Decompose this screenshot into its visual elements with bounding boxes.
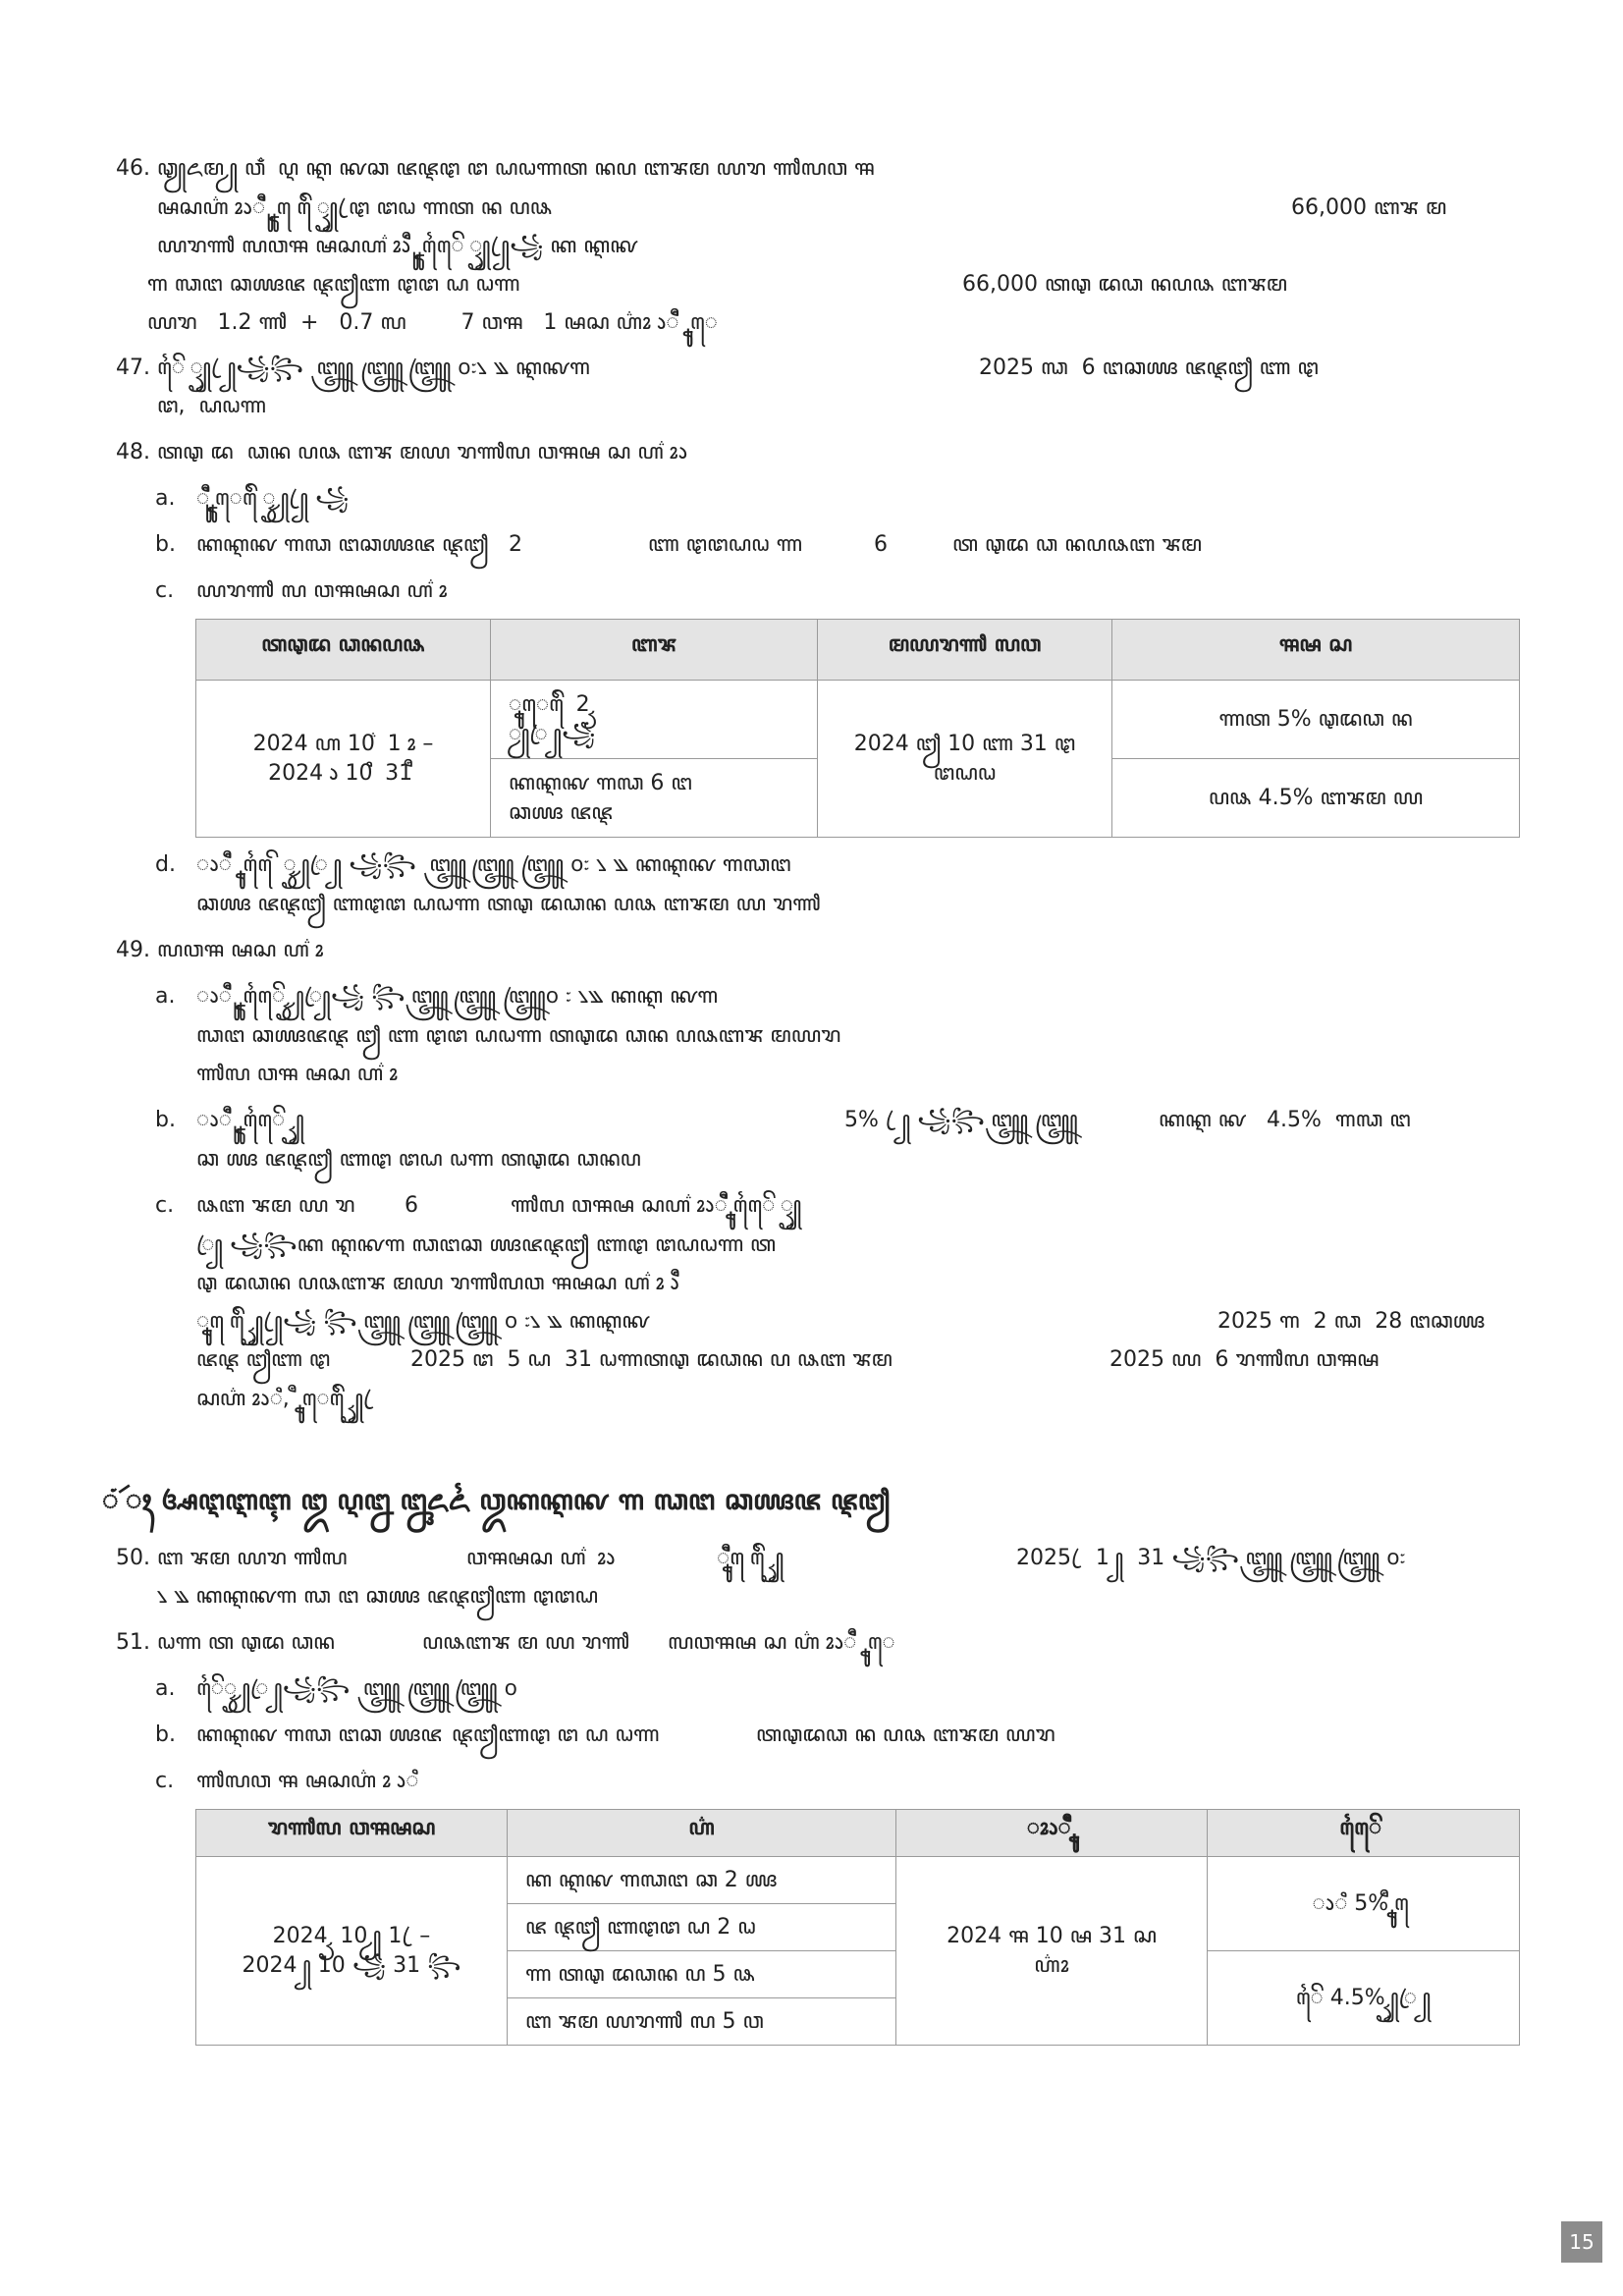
item-49-b-rate-2: ꦏꦐ ꦑ 4.5% ꦒꦓ ꦔ xyxy=(1159,1108,1411,1132)
item-49-c-line-3: ꦡ ꦢꦣꦤ ꦥꦦꦧꦨ ꦩꦪ ꦫꦬꦭꦮ ꦯꦰꦱ ꦲ ꦳ꦴ ꦵ ꦶꦷ xyxy=(196,1271,685,1295)
item-50-number: 50. xyxy=(116,1546,150,1570)
table-2-discount-cell: ꦵꦶ 5% ꦷꦸꦹ ꦺ xyxy=(1208,1857,1520,1951)
item-51-b-text-2: ꦘꦙꦚꦛ ꦜ ꦝ ꦞꦟ xyxy=(452,1722,660,1747)
table-2-item-cell: ꦏ ꦐꦑ ꦒꦓꦔ ꦕ 2 ꦖ xyxy=(508,1857,896,1904)
item-46-amount-2: 66,000 ꦠꦡ ꦢꦣ ꦤꦥꦦ ꦧꦨꦩ xyxy=(962,272,1288,297)
item-51-c-text: ꦬꦭꦮ ꦯ ꦰꦱꦲ꦳ ꦴ ꦵꦶ xyxy=(196,1769,419,1793)
item-49-a-line-1: ꦵꦶ ꦷꦸ ꦹꦺꦻꦼ ꦽ ꦾꦿ꧀꧁ ꧂꧃꧄ ꧅꧆ ꧇ ꧈꧉ ꦏꦐ ꦑꦒ xyxy=(196,984,719,1009)
item-49-c-date-2: 2025 ꦜ 5 ꦝ 31 ꦞꦟꦠꦡ ꦢꦣꦤ ꦥ ꦦꦧ ꦨꦩ xyxy=(410,1347,893,1372)
table-2-header-item: ꦲ꦳ xyxy=(508,1810,896,1857)
item-49-c-line-2: ꦿ꧀ ꧁꧂ꦏ ꦐꦑꦒ ꦓꦔꦕ ꦖꦗꦘꦙ ꦚꦛ ꦜꦝꦞꦟ ꦠ xyxy=(196,1232,777,1257)
table-2-header-date: ꦴꦵꦶꦷ ꦸꦹ xyxy=(896,1810,1208,1857)
item-50-line-1b: ꦮꦯꦰꦱ ꦲ ꦳ ꦴꦵ xyxy=(466,1546,616,1570)
item-48-c-text: ꦪꦫꦬ ꦭ ꦮꦯꦰꦱ ꦲ ꦳ꦴ xyxy=(196,578,448,603)
item-49-b-label: b. xyxy=(155,1108,176,1132)
section-heading: ꦁ ꦂꦃ ꦄꦅꦆꦇ ꦈ ꦉꦊ ꦋꦌꦍ ꦎꦏꦐꦑ ꦒ ꦓꦔ ꦕꦖꦗ ꦘꦙ xyxy=(102,1484,891,1516)
table-1-header-item: ꦧꦨ xyxy=(491,620,818,681)
item-49-c-line-6: ꦱꦲ꦳ ꦴꦵꦶ, ꦷꦸꦹꦺ ꦻꦼ ꦽꦾ ꦿ xyxy=(196,1387,374,1411)
item-51-number: 51. xyxy=(116,1630,150,1655)
item-49-a-line-3: ꦬꦭ ꦮꦯ ꦰꦱ ꦲ ꦳ꦴ xyxy=(196,1062,398,1086)
item-49-line-1: ꦭꦮꦯ ꦰꦱ ꦲ ꦳ꦴ xyxy=(157,938,324,962)
item-51-line-1a: ꦞꦟ ꦠ ꦡꦢ ꦣꦤ xyxy=(157,1630,335,1655)
item-49-a-label: a. xyxy=(155,984,176,1009)
item-49-b-line-2: ꦕ ꦖ ꦗꦘꦙ ꦚꦛ ꦜꦝ ꦞꦟ ꦠꦡꦢ ꦣꦤꦥ xyxy=(196,1147,641,1172)
item-49-c-line-1a: ꦦꦧ ꦨꦩ ꦪ ꦫ xyxy=(196,1193,355,1218)
item-49-c-line-4: ꦸꦹ ꦺ ꦻꦼ ꦽꦾ ꦿ꧀꧁ ꧂꧃ ꧄꧅ ꧆ ꧇꧈ ꧉ ꦏꦐꦑ xyxy=(196,1309,650,1334)
item-48-b-text-3: ꦠ ꦡꦢ ꦣ ꦤꦥꦦꦧ ꦨꦩ xyxy=(952,532,1203,557)
item-50-date: 2025 ꦿ 1 ꧀ 31 ꧁꧂꧃ ꧄꧅ ꧆꧇ xyxy=(1016,1546,1406,1570)
item-51-a-text: ꦻꦼꦽ ꦾꦿ ꧀꧁꧂ ꧃ ꧄꧅ ꧆ xyxy=(196,1676,517,1701)
item-48-b-text-1: ꦏꦐꦑ ꦒꦓ ꦔꦕꦖꦗ ꦘꦙ xyxy=(196,532,489,557)
item-48-b-label: b. xyxy=(155,532,176,557)
item-48-d-line-1: ꦵꦶ ꦷ ꦸꦹ ꦺꦻ ꦼꦽ ꦾꦿ ꧀ ꧁꧂ ꧃꧄ ꧅ ꧆꧇ ꧈ ꧉ ꦏꦐꦑ ꦒꦓꦔ xyxy=(196,852,791,877)
item-46-line-3: ꦪꦫꦬ ꦭꦮꦯ ꦰꦱꦲ ꦳ꦴꦵ ꦶꦷꦸ ꦹꦺꦻ ꦼꦽꦾ ꦿ꧀꧁ ꦏ ꦐꦑ xyxy=(157,234,638,258)
item-51-c-label: c. xyxy=(155,1769,175,1793)
item-49-c-value: 6 xyxy=(405,1193,418,1218)
item-51-line-1b: ꦥꦦꦧꦨ ꦩ ꦪ ꦫꦬ xyxy=(422,1630,629,1655)
table-1-item-cell: ꦸꦹꦺ ꦻꦼ 2 ꦽ ꦾꦿ ꧀꧁ xyxy=(491,681,818,759)
table-1-discount-cell: ꦟꦠ 5% ꦡꦢꦣ ꦤ xyxy=(1112,681,1520,759)
table-1-date-cell: 2024 ꦙ 10 ꦚ 31 ꦛ ꦜꦝꦞ xyxy=(818,681,1112,838)
table-1-item-cell: ꦏꦐꦑ ꦒꦓ 6 ꦔ ꦕꦖ ꦗꦘ xyxy=(491,759,818,838)
item-49-a-line-2: ꦓꦔ ꦕꦖꦗꦘ ꦙ ꦚ ꦛꦜ ꦝꦞꦟ ꦠꦡꦢ ꦣꦤ ꦥꦦꦧꦨ ꦩꦪꦫ xyxy=(196,1023,841,1048)
item-51-line-1c: ꦭꦮꦯꦰ ꦱ ꦲ꦳ ꦴꦵꦶ ꦷ ꦸꦹꦺ xyxy=(668,1630,895,1655)
item-49-c-date-1: 2025 ꦒ 2 ꦓ 28 ꦔꦕꦖ xyxy=(1217,1309,1486,1334)
table-1-header-period: ꦠꦡꦢ ꦣꦤꦥꦦ xyxy=(196,620,491,681)
item-48-d-line-2: ꦕꦖ ꦗꦘꦙ ꦚꦛꦜ ꦝꦞꦟ ꦠꦡ ꦢꦣꦤ ꦥꦦ ꦧꦨꦩ ꦪ ꦫꦬ xyxy=(196,892,821,916)
item-49-c-line-5: ꦗꦘ ꦙꦚ ꦛ xyxy=(196,1347,331,1372)
item-47-line-2: ꦜ, ꦝꦞꦟ xyxy=(157,394,266,418)
table-1-period-cell: 2024 ꦲ 10 ꦳ 1 ꦴ – 2024 ꦵ 10 ꦶ 31 ꦷ xyxy=(196,681,491,838)
table-2-header-discount: ꦺꦻ ꦼ xyxy=(1208,1810,1520,1857)
item-46-line-4: ꦒ ꦓꦔ ꦕꦖꦗ ꦘꦙꦚ ꦛꦜ ꦝ ꦞꦟ xyxy=(147,272,520,297)
item-46-number: 46. xyxy=(116,156,150,181)
item-47-number: 47. xyxy=(116,355,150,380)
discount-table-2 xyxy=(195,1809,1520,2046)
item-46-line-1: ꦡꦾꦌꦩ ꦾ ꦮ ꦀ ꦉ ꦐ ꦑꦕ ꦗꦘꦛ ꦜ ꦝꦞꦟꦠ ꦤꦥ ꦧꦨꦩ ꦪꦫ ꦬꦭꦮ ꦯ xyxy=(157,156,875,181)
item-49-b-rate-1: 5% ꦿ ꧀ ꧁꧂꧃ ꧄ xyxy=(844,1108,1078,1132)
item-48-b-text-2: ꦚ ꦛꦜꦝꦞ ꦟ xyxy=(648,532,803,557)
item-51-b-label: b. xyxy=(155,1722,176,1747)
item-48-line-1: ꦠꦡ ꦢ ꦣꦤ ꦥꦦ ꦧꦨ ꦩꦪ ꦫꦬꦭ ꦮꦯꦰ ꦱ ꦲ ꦳ꦴꦵ xyxy=(157,440,688,465)
item-46-line-5: ꦪꦫ 1.2 ꦬ + 0.7 ꦭ 7 ꦮꦯ 1 ꦰꦱ ꦲ꦳ꦴ ꦵꦶ ꦷ ꦸꦹꦺ xyxy=(147,310,718,335)
item-48-d-label: d. xyxy=(155,852,176,877)
table-2-period-cell: 2024 ꦽ 10 ꦾ 1 ꦿ – 2024 ꧀ 10 ꧁ 31 ꧂ xyxy=(196,1857,508,2046)
item-50-line-1a: ꦧ ꦨꦩ ꦪꦫ ꦬꦭ xyxy=(157,1546,348,1570)
table-2-header-period: ꦫꦬꦭ ꦮꦯꦰꦱ xyxy=(196,1810,508,1857)
table-2-item-cell: ꦟ ꦠꦡ ꦢꦣꦤ ꦥ 5 ꦦ xyxy=(508,1951,896,1998)
item-48-b-value-2: 6 xyxy=(874,532,888,557)
item-49-number: 49. xyxy=(116,938,150,962)
item-49-c-line-1c: ꦬꦭ ꦮꦯꦰ ꦱꦲ ꦳ꦴꦵꦶꦷ ꦸꦹꦺꦻ ꦼꦽꦾ xyxy=(511,1193,802,1218)
item-51-a-label: a. xyxy=(155,1676,176,1701)
item-49-c-date-3: 2025 ꦪ 6 ꦫꦬꦭ ꦮꦯꦰ xyxy=(1109,1347,1380,1372)
discount-table-1 xyxy=(195,619,1520,838)
table-2-item-cell: ꦧ ꦨꦩ ꦪꦫꦬ ꦭ 5 ꦮ xyxy=(508,1998,896,2046)
table-2-discount-cell: ꦻꦼ 4.5% ꦽꦾꦿ ꧀ xyxy=(1208,1951,1520,2046)
table-2-item-cell: ꦗ ꦘꦙ ꦚꦛꦜ ꦝ 2 ꦞ xyxy=(508,1904,896,1951)
item-49-b-line-1: ꦵꦶ ꦷꦸ ꦹꦺꦻ ꦼ ꦽꦾ xyxy=(196,1108,304,1132)
page-number-badge: 15 xyxy=(1561,2221,1602,2263)
item-46-amount-1: 66,000 ꦧꦨ ꦩ xyxy=(1291,195,1447,220)
item-48-number: 48. xyxy=(116,440,150,465)
item-49-c-label: c. xyxy=(155,1193,175,1218)
item-48-a-label: a. xyxy=(155,486,176,511)
item-50-line-1c: ꦶꦷꦸꦹ ꦺ ꦻꦼ ꦽꦾ xyxy=(717,1546,784,1570)
item-48-a-text: ꦶꦷꦸ ꦹꦺ ꦻꦼꦽ ꦾ ꦿ꧀ ꧁ xyxy=(196,486,350,511)
item-46-line-2: ꦰꦱꦲ꦳ ꦴꦵꦶꦷ ꦸ ꦹ ꦺ ꦻꦼꦽꦾ ꦿꦛ ꦜꦞ ꦟꦠ ꦤ ꦥꦦ xyxy=(157,195,553,220)
table-2-date-cell: 2024 ꦯ 10 ꦰ 31 ꦱ ꦲ꦳ꦴ xyxy=(896,1857,1208,2046)
item-47-line-1: ꦻ ꦼꦽꦾ ꦿ ꧀꧁꧂ ꧃ ꧄꧅ ꧆꧇꧈ ꧉ ꦐꦑꦒ xyxy=(157,355,590,380)
item-48-c-label: c. xyxy=(155,578,175,603)
item-48-b-value-1: 2 xyxy=(509,532,522,557)
table-1-header-date: ꦩꦪꦫꦬ ꦭꦮ xyxy=(818,620,1112,681)
table-1-discount-cell: ꦥꦦ 4.5% ꦧꦨꦩ ꦪ xyxy=(1112,759,1520,838)
table-1-header-discount: ꦯꦰ ꦱ xyxy=(1112,620,1520,681)
item-47-date: 2025 ꦓ 6 ꦔꦕꦖ ꦗꦘꦙ ꦚ ꦛ xyxy=(979,355,1319,380)
item-51-b-text-1: ꦏꦐꦑ ꦒꦓ ꦔꦕ ꦖꦗ xyxy=(196,1722,443,1747)
item-50-line-2: ꧈ ꧉ ꦏꦐꦑꦒ ꦓ ꦔ ꦕꦖ ꦗꦘꦙꦚ ꦛꦜꦝ xyxy=(157,1584,599,1609)
item-51-b-text-3: ꦠꦡꦢꦣ ꦤ ꦥꦦ ꦧꦨꦩ ꦪꦫ xyxy=(756,1722,1055,1747)
